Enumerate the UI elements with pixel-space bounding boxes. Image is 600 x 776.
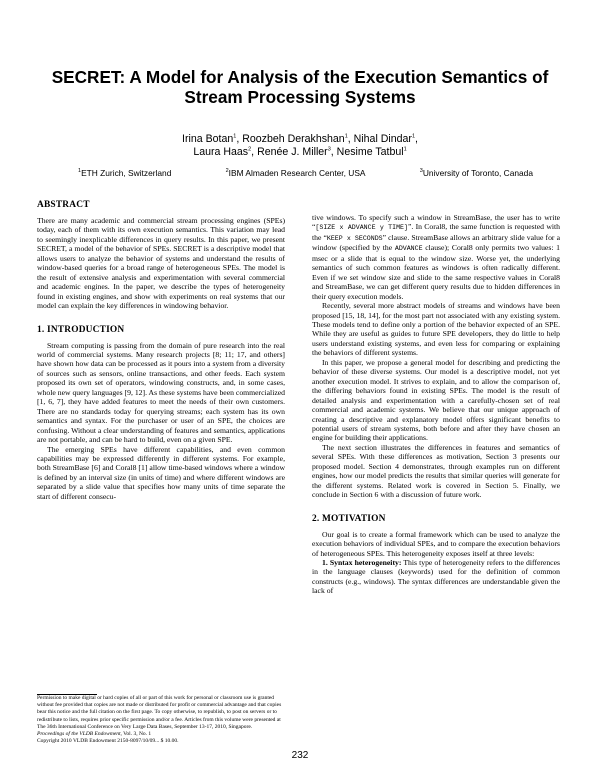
proceedings-volume: Vol. 3, No. 1 xyxy=(121,731,152,738)
affiliation-name: University of Toronto, Canada xyxy=(422,168,533,178)
affiliation-mark: 1 xyxy=(78,168,82,175)
author: Nihal Dindar xyxy=(353,133,412,145)
author-list xyxy=(40,133,560,159)
motivation-paragraph-2: 1. Syntax heterogeneity: This type of heterogeneity refers to the differences in the language clauses (keywords) used for the definition of common constructs (e.g., windows). The syntax differences are understandable given the lack of xyxy=(312,557,560,596)
author-separator: , xyxy=(347,133,354,145)
author-mark: 3 xyxy=(327,146,331,153)
affiliation xyxy=(420,168,533,178)
advance-keyword-code: ADVANCE xyxy=(394,245,423,253)
footnote-text: Permission to make digital or hard copies of all or part of this work for personal or classroom use is granted without fee provided that copies are not made or distributed for profit or commercial advantage and that copies bear this notice and the full citation on the first page. To copy otherwise, to republish, to post on servers or to redistribute to lists, requires prior specific permission and/or a fee. Articles from this volume were presented at The 36th International Conference on Very Large Data Bases, September 13-17, 2010, Singapore. xyxy=(37,695,282,730)
intro-paragraph-6: The next section illustrates the differences in features and semantics of several SPEs. With these differences as motivation, Section 3 presents our proposed model. Section 4 demonstrates, through examples run on different engines, how our model predicts the results that similar queries will generate for the different systems. Related work is covered in Section 5. Finally, we conclude in Section 6 with a discussion of future work. xyxy=(312,442,560,500)
author-mark: 2 xyxy=(248,146,252,153)
copyright-line: Copyright 2010 VLDB Endowment 2150-8097/10/09... $ 10.00. xyxy=(37,738,179,745)
author: Renée J. Miller xyxy=(257,146,328,158)
author-separator: , xyxy=(251,146,258,158)
affiliation-mark: 2 xyxy=(225,168,229,175)
intro-paragraph-4: Recently, several more abstract models of streams and windows have been proposed [15, 18, 14], for the most part not associated with any existing system. These models tend to define only a portion of the behavior expected of an SPE. While they are useful as guides to future SPE developers, they do little to help users understand existing systems, and even less for comparing or explaining the behaviors of different systems. xyxy=(312,301,560,358)
author-line-2 xyxy=(40,146,560,159)
author: Nesime Tatbul xyxy=(336,146,404,158)
syntax-heterogeneity-label: 1. Syntax heterogeneity: xyxy=(322,557,402,567)
motivation-heading: 2. MOTIVATION xyxy=(312,513,386,524)
author-mark: 1 xyxy=(344,133,348,140)
affiliation-list xyxy=(40,168,560,178)
affiliation-name: ETH Zurich, Switzerland xyxy=(81,168,172,178)
author: Roozbeh Derakhshan xyxy=(242,133,345,145)
affiliation-name: IBM Almaden Research Center, USA xyxy=(228,168,366,178)
left-column xyxy=(37,200,285,501)
affiliation xyxy=(78,168,171,178)
author: Laura Haas xyxy=(193,146,249,158)
proceedings-name: Proceedings of the VLDB Endowment, xyxy=(37,731,122,738)
coral8-window-code: KEEP x SECONDS xyxy=(326,234,383,242)
author-mark: 1 xyxy=(411,133,416,140)
page-number: 232 xyxy=(291,750,309,761)
author-separator: , xyxy=(330,146,337,158)
author: Irina Botan xyxy=(182,133,234,145)
intro-paragraph-3: tive windows. To specify such a window in StreamBase, the user has to write “[SIZE x ADVANCE y TIME]”. In Coral8, the same function is requested with the “KEEP x SECONDS” clause. StreamBase allows an arbitrary slide value for a window (specified by the ADVANCE clause); Coral8 only permits two values: 1 msec or a slide that is equal to the window size. Worse yet, the underlying semantics of such common features as windows is often radically different. Even if we set window size and slide to the same respective values in Coral8 and StreamBase, we can get different query results due to hidden differences in their query execution models. xyxy=(312,213,560,301)
affiliation xyxy=(226,168,366,178)
intro-paragraph-5: In this paper, we propose a general model for describing and predicting the behavior of these diverse systems. Our model is a descriptive model, not yet another execution model. It strives to explain, and to allow the comparison of, the differing behaviors found in existing SPEs. The model is the result of detailed analysis and experimentation with a carefully-chosen set of real commercial and academic systems. We believe that our unique approach of creating a descriptive and explanatory model offers significant benefits to potential users of stream systems, both before and after they have chosen an engine for building their applications. xyxy=(312,357,560,443)
streambase-window-code: [SIZE x ADVANCE y TIME] xyxy=(315,224,408,232)
paper-title: SECRET: A Model for Analysis of the Execution Semantics of Stream Processing Systems xyxy=(51,67,549,107)
abstract-text: There are many academic and commercial stream processing engines (SPEs) today, each of them with its own execution semantics. This variation may lead to seemingly inexplicable differences in query results. In this paper, we present SECRET, a model of the behavior of SPEs. SECRET is a descriptive model that allows users to analyze the behavior of systems and understand the results of window-based queries for a broad range of heterogeneous SPEs. The model is the result of extensive analysis and experimentation with several commercial and academic engines. In the paper, we describe the types of heterogeneity found in existing engines, and show with experiments on real systems that our model can explain the key differences in windowing behavior. xyxy=(37,216,285,311)
author-separator: , xyxy=(236,133,243,145)
intro-paragraph-1: Stream computing is passing from the domain of pure research into the real world of commercial systems. Many research projects [8; 11; 17, and others] have shown how data can be processed as it pours into a system from a diversity of sources such as sensors, online transactions, and other feeds. Each system proposed its own set of operators, windowing constructs, and, in some cases, whole new query languages [9, 12]. As these systems have been commercialized [1, 6, 7], they have added features to meet the needs of their own customers. There are no standards today for querying streams; each system has its own semantics and syntax. For the purchaser or user of an SPE, the choices are confusing. Without a clear understanding of features and semantics, applications are not portable, and can be hard to build, even on a given SPE. xyxy=(37,340,285,445)
permission-footnote xyxy=(37,694,285,745)
abstract-heading: ABSTRACT xyxy=(37,200,90,210)
affiliation-mark: 3 xyxy=(419,168,423,175)
author-line-1: Irina Botan$^1$, Roozbeh Derakhshan$^1$, Nihal Dindar$^1$, xyxy=(182,133,418,145)
author-mark: 1 xyxy=(403,146,407,153)
motivation-paragraph-1: Our goal is to create a formal framework which can be used to analyze the execution behaviors of individual SPEs, and to compare the execution behaviors of heterogeneous SPEs. This heterogeneity exposes itself at three levels: xyxy=(312,529,560,558)
intro-paragraph-2: The emerging SPEs have different capabilities, and even common capabilities may be expressed differently in different systems. For example, both StreamBase [6] and Coral8 [1] allow time-based windows where a window is defined by an interval size (in units of time) and where different windows are separated by a slide value that specifies how many units of time separate the start of different consecu- xyxy=(37,444,285,501)
right-column xyxy=(312,213,560,596)
introduction-heading: 1. INTRODUCTION xyxy=(37,324,125,335)
author-mark: 1 xyxy=(233,133,237,140)
